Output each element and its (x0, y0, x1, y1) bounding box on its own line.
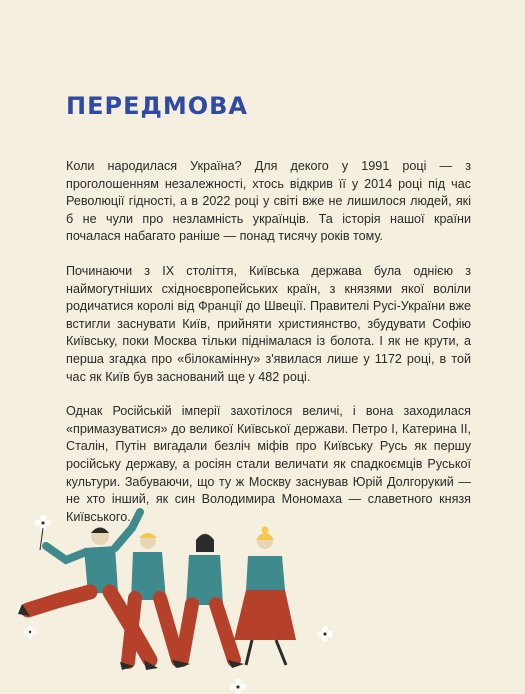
body-text (66, 158, 471, 543)
paragraph-3: Однак Російській імперії захотілося величі, і вона заходилася «примазуватися» до великої Київської держави. Петро I, Катерина II, Сталін, Путін вигадали безліч міфів про Київську Русь як першу російську державу, а росіян стали величати як спадкоємців Руської культури. Забуваючи, що ту ж Москву заснував Юрій Долгорукий — не хто інший, як син Володимира Мономаха — славетного князя Київського. (66, 404, 471, 524)
paragraph-1: Коли народилася Україна? Для декого у 1991 році — з проголошенням незалежності, хтось відкрив її у 2014 році під час Революції гідності, а в 2022 році у світі вже не лишилося людей, які б не чули про незламність українців. Та історія нашої країни почалася набагато раніше — понад тисячу років тому. (66, 159, 471, 244)
flower-icon (317, 626, 333, 642)
paragraph-2: Починаючи з IX століття, Київська держава була однією з наймогутніших східноєвропейських країн, з князями якої воліли родичатися королі від Франції до Швеції. Правителі Русі-України вже встигли заснувати Київ, прийняти християнство, збудувати Софію Київську, поки Москва тільки піднімалася із болота. І як не крути, а перша згадка про «білокамінну» з'явилася лише у 1172 році, в той час як Київ був заснований ще у 482 році. (66, 263, 471, 384)
people-illustration (0, 500, 525, 694)
flower-icon (230, 679, 246, 694)
person-figure (234, 527, 296, 666)
flower-icon (24, 626, 37, 639)
person-figure (174, 533, 244, 668)
page-title: ПЕРЕДМОВА (66, 92, 248, 120)
